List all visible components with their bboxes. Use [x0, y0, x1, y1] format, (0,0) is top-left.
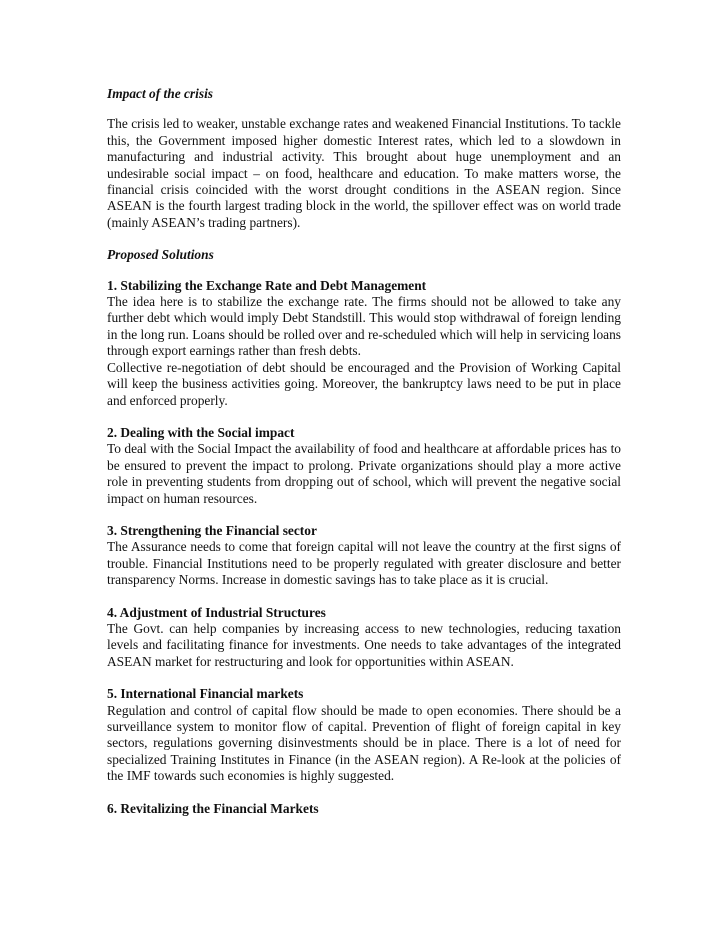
section-paragraph: Collective re-negotiation of debt should be encouraged and the Provision of Working Capital will keep the business activities going. Moreover, the bankruptcy laws need to be put in place and enforced properly. [107, 359, 621, 408]
section-paragraph: The Govt. can help companies by increasing access to new technologies, reducing taxation levels and facilitating finance for investments. One needs to take advantages of the integrated ASEAN market for restructuring and look for opportunities within ASEAN. [107, 620, 621, 669]
section-title: 2. Dealing with the Social impact [107, 424, 295, 440]
proposed-solutions-heading: Proposed Solutions [107, 247, 214, 263]
impact-heading: Impact of the crisis [107, 86, 214, 101]
section-title: 3. Strengthening the Financial sector [107, 522, 317, 538]
section-3 [107, 523, 621, 589]
section-paragraph: To deal with the Social Impact the availability of food and healthcare at affordable prices has to be ensured to prevent the impact to prolong. Private organizations should play a more active role in preventing students from dropping out of school, which will prevent the negative social impact on human resources. [107, 441, 621, 506]
impact-paragraph: The crisis led to weaker, unstable exchange rates and weakened Financial Institutions. To tackle this, the Government imposed higher domestic Interest rates, which led to a slowdown in manufacturing and industrial activity. This brought about huge unemployment and an undesirable social impact – on food, healthcare and education. To make matters worse, the financial crisis coincided with the worst drought conditions in the ASEAN region. Since ASEAN is the fourth largest trading block in the world, the spillover effect was on world trade (mainly ASEAN’s trading partners). [107, 116, 621, 230]
section-paragraph: The idea here is to stabilize the exchange rate. The firms should not be allowed to take any further debt which would imply Debt Standstill. This would stop withdrawal of foreign lending in the long run. Loans should be rolled over and re-scheduled which will help in servicing loans through export earnings rather than fresh debts. [107, 294, 621, 359]
section-title: 5. International Financial markets [107, 686, 304, 702]
section-body [107, 703, 621, 785]
section-body [107, 294, 621, 409]
section-body [107, 441, 621, 507]
section-title: 4. Adjustment of Industrial Structures [107, 604, 326, 620]
section-4 [107, 605, 621, 671]
section-paragraph: Regulation and control of capital flow should be made to open economies. There should be a surveillance system to monitor flow of capital. Prevention of flight of foreign capital in key sectors, regulations governing disinvestments should be in place. There is a lot of need for specialized Training Institutes in Finance (in the ASEAN region). A Re-look at the policies of the IMF towards such economies is highly suggested. [107, 702, 621, 784]
section-title: 1. Stabilizing the Exchange Rate and Debt Management [107, 277, 427, 293]
section-6 [107, 801, 621, 817]
section-2 [107, 425, 621, 507]
section-5 [107, 686, 621, 784]
document-page [107, 86, 621, 833]
section-paragraph: The Assurance needs to come that foreign capital will not leave the country at the first signs of trouble. Financial Institutions need to be properly regulated with greater disclosure and better transparency Norms. Increase in domestic savings has to take place as it is crucial. [107, 539, 621, 588]
section-title: 6. Revitalizing the Financial Markets [107, 800, 319, 816]
section-body [107, 539, 621, 588]
section-1 [107, 278, 621, 409]
section-body [107, 621, 621, 670]
